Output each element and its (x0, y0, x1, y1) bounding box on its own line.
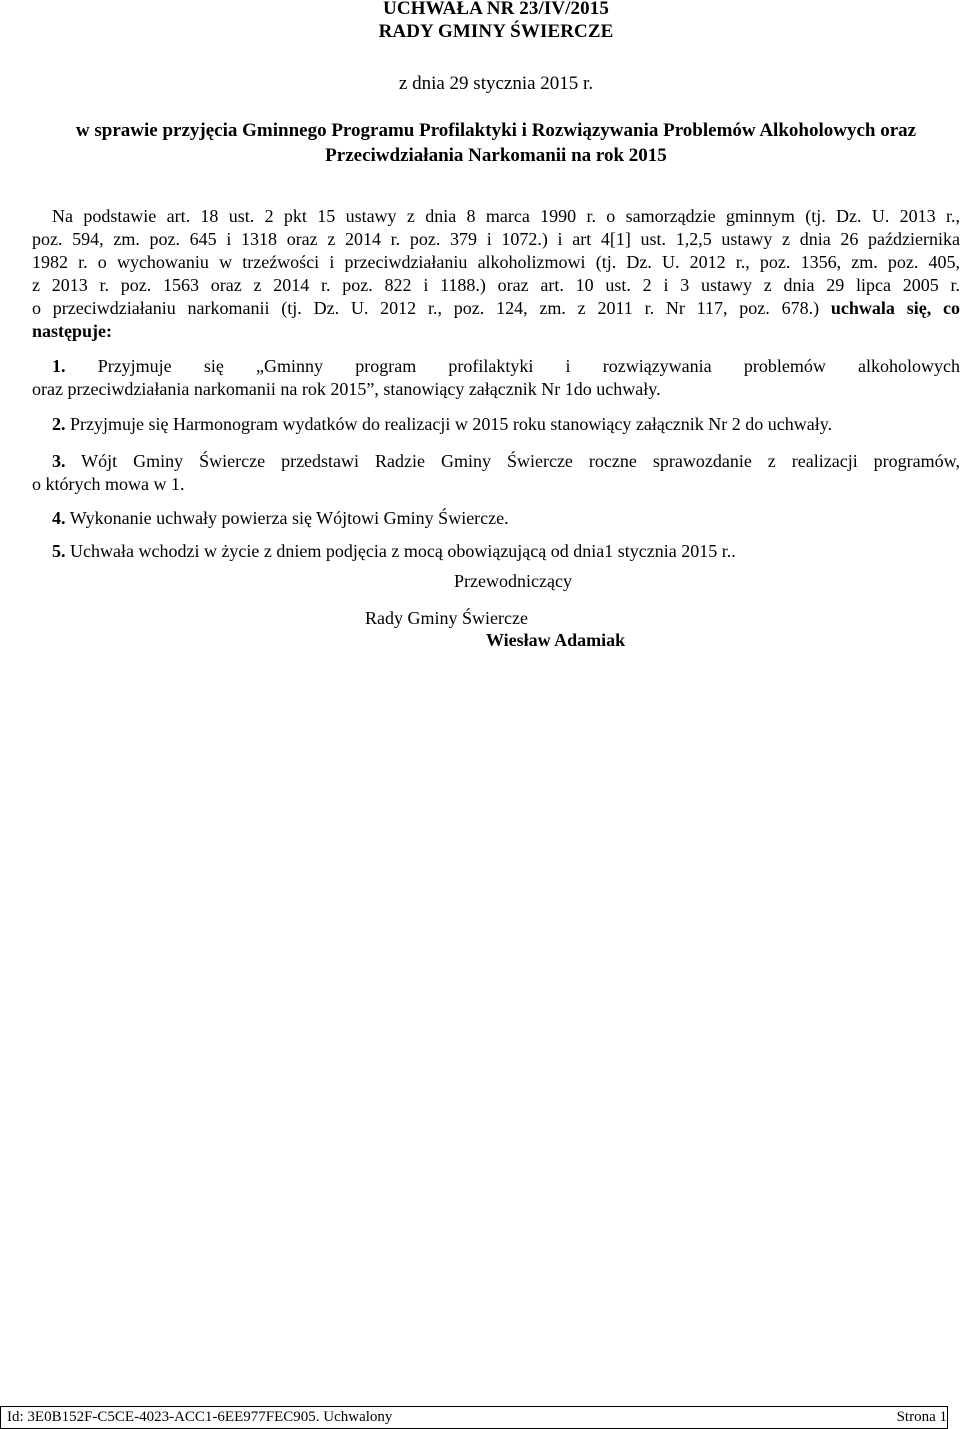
legal-basis-line-1: Na podstawie art. 18 ust. 2 pkt 15 ustawy z dnia 8 marca 1990 r. o samorządzie gminnym (tj. Dz. U. 2013 r., (52, 206, 960, 226)
resolution-subject (0, 118, 960, 168)
enactment-clause: uchwala się, co (830, 298, 960, 318)
paragraph-4-line-1 (32, 507, 960, 530)
legal-basis-line-3: 1982 r. o wychowaniu w trzeźwości i przeciwdziałaniu alkoholizmowi (tj. Dz. U. 2012 r., poz. 1356, zm. poz. 405, (32, 252, 960, 272)
paragraph-2 (32, 413, 960, 436)
paragraph-2-text: Przyjmuje się Harmonogram wydatków do realizacji w 2015 roku stanowiący załącznik Nr 2 do uchwały. (70, 414, 833, 434)
paragraph-5 (32, 540, 960, 563)
paragraph-1-text: Przyjmuje się „Gminny program profilaktyki i rozwiązywania problemów alkoholowych (97, 356, 960, 376)
paragraph-4-text: Wykonanie uchwały powierza się Wójtowi Gminy Świercze. (69, 508, 509, 528)
paragraph-5-text: Uchwała wchodzi w życie z dniem podjęcia z mocą obowiązującą od dnia1 stycznia 2015 r.. (70, 541, 736, 561)
subject-line-1: w sprawie przyjęcia Gminnego Programu Profilaktyki i Rozwiązywania Problemów Alkoholowych oraz (75, 120, 917, 141)
title-line-council: RADY GMINY ŚWIERCZE (378, 21, 614, 42)
title-line-number: UCHWAŁA NR 23/IV/2015 (383, 0, 609, 19)
paragraph-3-number: 3. (52, 451, 66, 471)
legal-basis-line-5-text: o przeciwdziałaniu narkomanii (tj. Dz. U. 2012 r., poz. 124, zm. z 2011 r. Nr 117, poz. 678.) (32, 298, 820, 318)
paragraph-2-line-1 (32, 413, 960, 436)
document-id: Id: 3E0B152F-C5CE-4023-ACC1-6EE977FEC905. Uchwalony (7, 1409, 393, 1425)
page-footer (0, 1406, 948, 1429)
legal-basis-line-4: z 2013 r. poz. 1563 oraz z 2014 r. poz. 822 i 1188.) oraz art. 10 ust. 2 i 3 ustawy z dnia 29 lipca 2005 r. (32, 275, 960, 295)
legal-basis (32, 205, 960, 343)
legal-basis-line-2: poz. 594, zm. poz. 645 i 1318 oraz z 2014 r. poz. 379 i 1072.) i art 4[1] ust. 1,2,5 ustawy z dnia 26 października (32, 229, 960, 249)
paragraph-1-number: 1. (52, 356, 66, 376)
signatory-council: Rady Gminy Świercze (365, 608, 528, 628)
page-number: Strona 1 (896, 1409, 947, 1425)
signatory-role: Przewodniczący (454, 571, 572, 591)
paragraph-3-text: Wójt Gminy Świercze przedstawi Radzie Gminy Świercze roczne sprawozdanie z realizacji programów, (81, 451, 960, 471)
paragraph-4 (32, 507, 960, 530)
paragraph-3-line-1 (32, 450, 960, 473)
paragraph-1-line-2: oraz przeciwdziałania narkomanii na rok 2015”, stanowiący załącznik Nr 1do uchwały. (32, 379, 661, 399)
paragraph-3-line-2: o których mowa w 1. (32, 474, 185, 494)
subject-line-2: Przeciwdziałania Narkomanii na rok 2015 (325, 145, 667, 166)
resolution-title (0, 0, 960, 43)
paragraph-5-line-1 (32, 540, 960, 563)
paragraph-1 (32, 355, 960, 401)
paragraph-3 (32, 450, 960, 496)
signatory-name: Wiesław Adamiak (486, 630, 626, 650)
resolution-date: z dnia 29 stycznia 2015 r. (398, 73, 594, 94)
paragraph-1-line-1 (32, 355, 960, 378)
paragraph-4-number: 4. (52, 508, 66, 528)
paragraph-2-number: 2. (52, 414, 66, 434)
paragraph-5-number: 5. (52, 541, 66, 561)
legal-basis-line-5 (32, 297, 960, 320)
enactment-clause-end: następuje: (32, 321, 112, 341)
